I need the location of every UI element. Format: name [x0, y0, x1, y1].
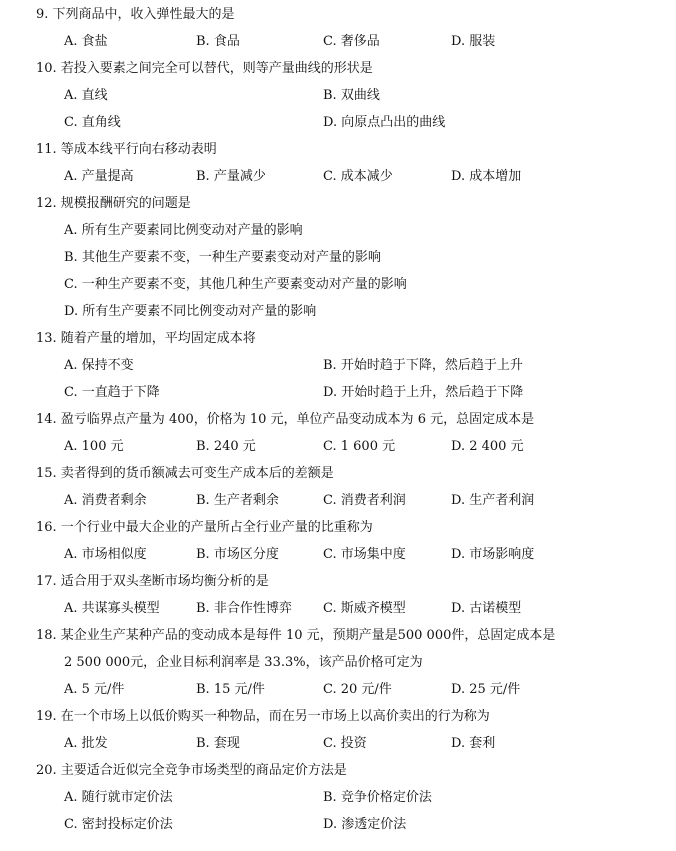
question-9-option-c: C. 奢侈品 — [323, 34, 380, 49]
question-18-stem: 18. 某企业生产某种产品的变动成本是每件 10 元，预期产量是500 000件，总固定成本是 — [36, 628, 556, 643]
question-12-option-c: C. 一种生产要素不变，其他几种生产要素变动对产量的影响 — [64, 277, 407, 292]
question-11-stem: 11. 等成本线平行向右移动表明 — [36, 142, 217, 157]
question-18-stem-continued: 2 500 000元，企业目标利润率是 33.3%，该产品价格可定为 — [64, 655, 423, 670]
question-15-option-c: C. 消费者利润 — [323, 493, 406, 508]
question-19-option-b: B. 套现 — [196, 736, 240, 751]
question-13-stem: 13. 随着产量的增加，平均固定成本将 — [36, 331, 256, 346]
question-9-option-b: B. 食品 — [196, 34, 240, 49]
question-14-option-c: C. 1 600 元 — [323, 439, 396, 454]
question-10-option-c: C. 直角线 — [64, 115, 121, 130]
question-19-option-a: A. 批发 — [64, 736, 108, 751]
question-19-option-d: D. 套利 — [451, 736, 496, 751]
question-11-option-c: C. 成本减少 — [323, 169, 393, 184]
question-14-option-b: B. 240 元 — [196, 439, 256, 454]
question-16-option-b: B. 市场区分度 — [196, 547, 279, 562]
question-12-option-b: B. 其他生产要素不变，一种生产要素变动对产量的影响 — [64, 250, 381, 265]
question-15-option-a: A. 消费者剩余 — [64, 493, 147, 508]
question-11-option-a: A. 产量提高 — [64, 169, 134, 184]
question-15-option-d: D. 生产者利润 — [451, 493, 535, 508]
question-20-stem: 20. 主要适合近似完全竞争市场类型的商品定价方法是 — [36, 763, 347, 778]
question-14-stem: 14. 盈亏临界点产量为 400，价格为 10 元，单位产品变动成本为 6 元，总固定成本是 — [36, 412, 535, 427]
question-14-option-a: A. 100 元 — [64, 439, 124, 454]
question-20-option-d: D. 渗透定价法 — [323, 817, 407, 832]
question-9-option-d: D. 服装 — [451, 34, 496, 49]
question-15-stem: 15. 卖者得到的货币额减去可变生产成本后的差额是 — [36, 466, 334, 481]
question-18-option-d: D. 25 元/件 — [451, 682, 521, 697]
question-12-stem: 12. 规模报酬研究的问题是 — [36, 196, 191, 211]
question-16-option-c: C. 市场集中度 — [323, 547, 406, 562]
question-10-option-b: B. 双曲线 — [323, 88, 380, 103]
question-10-option-a: A. 直线 — [64, 88, 108, 103]
question-20-option-b: B. 竞争价格定价法 — [323, 790, 432, 805]
question-17-option-c: C. 斯威齐模型 — [323, 601, 406, 616]
question-13-option-c: C. 一直趋于下降 — [64, 385, 160, 400]
question-12-option-a: A. 所有生产要素同比例变动对产量的影响 — [64, 223, 303, 238]
question-16-option-a: A. 市场相似度 — [64, 547, 147, 562]
question-18-option-b: B. 15 元/件 — [196, 682, 265, 697]
question-11-option-d: D. 成本增加 — [451, 169, 522, 184]
question-20-option-a: A. 随行就市定价法 — [64, 790, 173, 805]
question-13-option-a: A. 保持不变 — [64, 358, 134, 373]
question-9-stem: 9. 下列商品中，收入弹性最大的是 — [36, 7, 235, 22]
question-10-option-d: D. 向原点凸出的曲线 — [323, 115, 446, 130]
question-12-option-d: D. 所有生产要素不同比例变动对产量的影响 — [64, 304, 317, 319]
question-11-option-b: B. 产量减少 — [196, 169, 266, 184]
question-14-option-d: D. 2 400 元 — [451, 439, 524, 454]
question-15-option-b: B. 生产者剩余 — [196, 493, 279, 508]
question-17-option-a: A. 共谋寡头模型 — [64, 601, 160, 616]
question-10-stem: 10. 若投入要素之间完全可以替代，则等产量曲线的形状是 — [36, 61, 373, 76]
question-13-option-d: D. 开始时趋于上升，然后趋于下降 — [323, 385, 524, 400]
question-17-option-d: D. 古诺模型 — [451, 601, 522, 616]
question-16-stem: 16. 一个行业中最大企业的产量所占全行业产量的比重称为 — [36, 520, 373, 535]
question-18-option-a: A. 5 元/件 — [64, 682, 125, 697]
question-19-option-c: C. 投资 — [323, 736, 367, 751]
question-17-stem: 17. 适合用于双头垄断市场均衡分析的是 — [36, 574, 269, 589]
question-16-option-d: D. 市场影响度 — [451, 547, 535, 562]
question-19-stem: 19. 在一个市场上以低价购买一种物品，而在另一市场上以高价卖出的行为称为 — [36, 709, 490, 724]
question-17-option-b: B. 非合作性博弈 — [196, 601, 292, 616]
question-13-option-b: B. 开始时趋于下降，然后趋于上升 — [323, 358, 523, 373]
question-20-option-c: C. 密封投标定价法 — [64, 817, 173, 832]
question-18-option-c: C. 20 元/件 — [323, 682, 392, 697]
question-9-option-a: A. 食盐 — [64, 34, 108, 49]
